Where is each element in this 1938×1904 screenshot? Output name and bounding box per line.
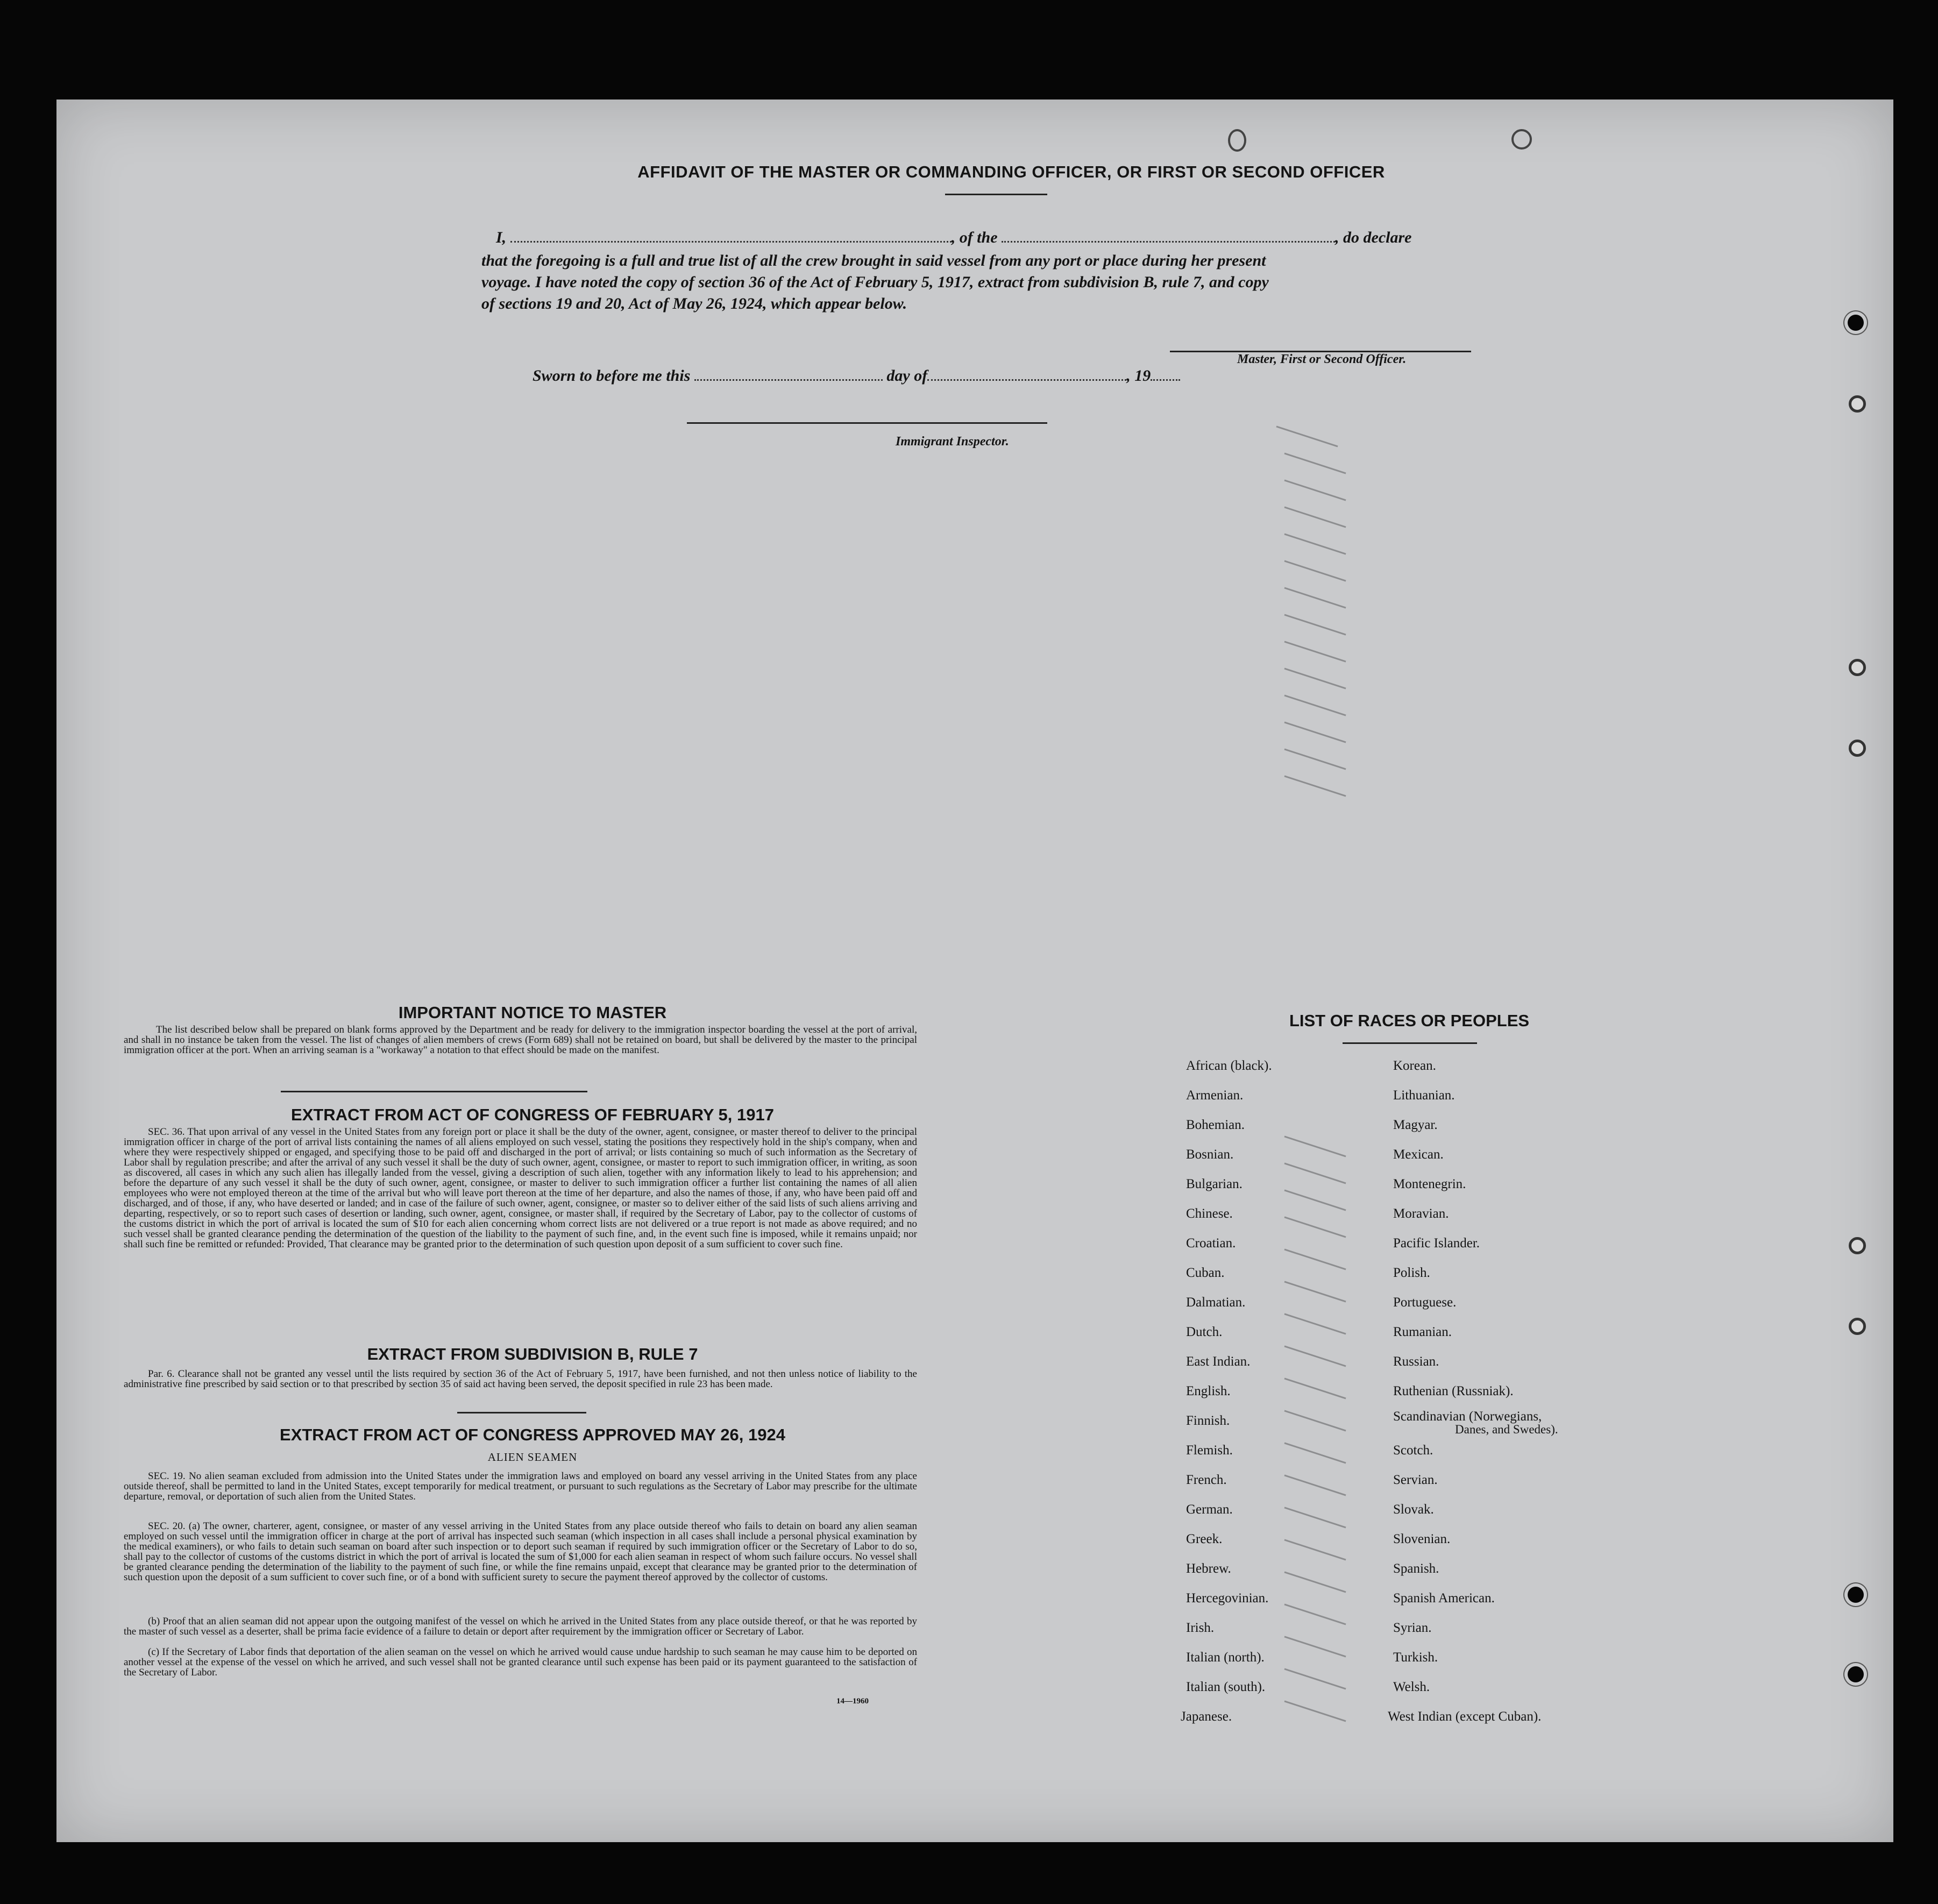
affidavit-title: AFFIDAVIT OF THE MASTER OR COMMANDING OFFICER, OR FIRST OR SECOND OFFICER — [637, 162, 1385, 181]
inspector-label: Immigrant Inspector. — [896, 435, 1009, 449]
race-right-item: Welsh. — [1393, 1680, 1430, 1694]
sworn-text: Sworn to before me this — [533, 367, 691, 385]
race-right-item: Montenegrin. — [1393, 1177, 1466, 1191]
notice-title: IMPORTANT NOTICE TO MASTER — [398, 1003, 667, 1022]
binder-hole — [1849, 740, 1866, 757]
extract-1924-title: EXTRACT FROM ACT OF CONGRESS APPROVED MAY 26, 1924 — [280, 1425, 785, 1444]
race-right-item: Lithuanian. — [1393, 1088, 1455, 1103]
extract-1917-body: SEC. 36. That upon arrival of any vessel in the United States from any foreign port or place it shall be the duty of the owner, agent, consignee, or master thereof to deliver to the principal immigration officer in charge of the port of arrival lists containing the names of all aliens employed on such vessel, stating the positions they respectively hold in the ship's company, when and where they were respectively shipped or engaged, and specifying those to be paid off and discharged in the port of arrival; or lists containing so much of such information as the Secretary of Labor shall by regulation prescribe; and after the arrival of any such vessel it shall be the duty of such owner, agent, consignee, or master to report to such immigration officer, in writing, as soon as discovered, all cases in which any such alien has illegally landed from the vessel, giving a description of such alien, together with any information likely to lead to his apprehension; and before the departure of any such vessel it shall be the duty of such owner, agent, consignee, or master to deliver to such immigration officer a further list containing the names of all alien employees who were not employed thereon at the time of the arrival but who will leave port thereon at the time of her departure, and also the names of those, if any, who have been paid off and discharged, and of those, if any, who have deserted or landed; and in case of the failure of such owner, agent, consignee, or master so to deliver either of the said lists of such aliens arriving and departing, respectively, or so to report such cases of desertion or landing, such owner, agent, consignee, or master shall, if required by the Secretary of Labor, pay to the collector of customs of the customs district in which the port of arrival is located the sum of $10 for each alien concerning whom correct lists are not delivered or a true report is not made as above required; and no such vessel shall be granted clearance pending the determination of the question of the liability to the payment of such fine, and, in the event such fine is imposed, while it remains unpaid; nor shall such fine be remitted or refunded: Provided, That clearance may be granted prior to the determination of such question upon deposit of a sum sufficient to cover such fine. — [124, 1126, 917, 1250]
race-left-item: Italian (north). — [1186, 1650, 1265, 1665]
race-left-item: Italian (south). — [1186, 1680, 1266, 1694]
race-right-item: Moravian. — [1393, 1206, 1449, 1221]
race-right-item: Turkish. — [1393, 1650, 1438, 1665]
race-right-item: Scotch. — [1393, 1443, 1433, 1458]
binder-hole — [1849, 659, 1866, 676]
race-left-item: Flemish. — [1186, 1443, 1233, 1458]
race-left-item: Hebrew. — [1186, 1561, 1231, 1576]
extract-rule7-body: Par. 6. Clearance shall not be granted any vessel until the lists required by section 36 of the Act of February 5, 1917, have been furnished, and not then unless notice of liability to the administrative fine prescribed by said section or to that prescribed by section 35 of said act having been served, the deposit specified in rule 23 has been made. — [124, 1368, 917, 1390]
race-right-item: Rumanian. — [1393, 1325, 1452, 1339]
race-left-item: Dutch. — [1186, 1325, 1223, 1339]
sworn-line — [533, 367, 1286, 385]
race-left-item: Bulgarian. — [1186, 1177, 1243, 1191]
race-left-item: Armenian. — [1186, 1088, 1244, 1103]
notice-body: The list described below shall be prepared on blank forms approved by the Department and be ready for delivery to the immigration inspector boarding the vessel at the port of arrival, and shall in no instance be taken from the vessel. The list of changes of alien members of crews (Form 689) shall not be retained on board, but shall be delivered by the master to the principal immigration officer at the port. When an arriving seaman is a "workaway" a notation to that effect should be made on the manifest. — [124, 1024, 917, 1056]
affidavit-line-2: that the foregoing is a full and true list of all the crew brought in said vessel from any port or place during her present — [481, 252, 1266, 269]
binder-hole — [1849, 1318, 1866, 1335]
race-right-item: Mexican. — [1393, 1147, 1444, 1162]
binder-hole — [1849, 395, 1866, 413]
binder-hole — [1848, 1587, 1864, 1603]
name-field[interactable] — [510, 240, 952, 243]
binder-hole — [1848, 1666, 1864, 1682]
year-prefix: , 19 — [1126, 367, 1151, 385]
race-left-item: Hercegovinian. — [1186, 1591, 1269, 1605]
race-right-item: Slovenian. — [1393, 1532, 1451, 1546]
affidavit-declaration-line — [496, 229, 1507, 247]
race-left-item: Finnish. — [1186, 1413, 1230, 1428]
extract-rule7-title: EXTRACT FROM SUBDIVISION B, RULE 7 — [367, 1345, 698, 1363]
race-left-item: English. — [1186, 1384, 1231, 1398]
divider — [1343, 1042, 1477, 1044]
race-right-item: Slovak. — [1393, 1502, 1434, 1517]
bleed-through-circle-2 — [1511, 129, 1532, 150]
sworn-month-field[interactable] — [927, 378, 1126, 381]
race-right-item: Danes, and Swedes). — [1455, 1423, 1558, 1436]
race-right-item: Scandinavian (Norwegians, — [1393, 1409, 1542, 1424]
day-of-text: day of — [886, 367, 928, 385]
inspector-signature-line[interactable] — [687, 422, 1047, 424]
sworn-year-field[interactable] — [1151, 378, 1180, 381]
race-left-item: Japanese. — [1181, 1709, 1232, 1724]
race-left-item: German. — [1186, 1502, 1233, 1517]
race-left-item: Bohemian. — [1186, 1118, 1245, 1132]
binder-hole — [1848, 315, 1864, 331]
race-left-item: Greek. — [1186, 1532, 1223, 1546]
extract-1924-sec20c: (c) If the Secretary of Labor finds that deportation of the alien seaman on the vessel on which he arrived would cause undue hardship to such seaman he may cause him to be deported on another vessel at the expense of the vessel on which he arrived, and such vessel shall not be granted clearance until such expense has been paid or its payment guaranteed to the satisfaction of the Secretary of Labor. — [124, 1646, 917, 1678]
binder-hole — [1849, 1237, 1866, 1254]
race-right-item: Korean. — [1393, 1058, 1436, 1073]
divider — [457, 1412, 586, 1413]
extract-1924-sec19: SEC. 19. No alien seaman excluded from admission into the United States under the immigration laws and employed on board any vessel arriving in the United States from any place outside thereof, shall be permitted to land in the United States, except temporarily for medical treatment, or pursuant to such regulations as the Secretary of Labor may prescribe for the ultimate departure, removal, or deportation of such alien from the United States. — [124, 1470, 917, 1502]
race-right-item: Pacific Islander. — [1393, 1236, 1480, 1251]
race-left-item: East Indian. — [1186, 1354, 1251, 1369]
race-right-item: Servian. — [1393, 1473, 1438, 1487]
race-right-item: Magyar. — [1393, 1118, 1438, 1132]
race-right-item: Spanish American. — [1393, 1591, 1495, 1605]
race-right-item: Russian. — [1393, 1354, 1439, 1369]
race-left-item: Irish. — [1186, 1621, 1215, 1635]
race-right-item: Portuguese. — [1393, 1295, 1457, 1310]
affidavit-line-3: voyage. I have noted the copy of section 36 of the Act of February 5, 1917, extract from subdivision B, rule 7, and copy — [481, 273, 1269, 291]
form-number: 14—1960 — [836, 1697, 869, 1706]
bleed-through-circle-1 — [1228, 129, 1246, 152]
extract-1924-sec20a: SEC. 20. (a) The owner, charterer, agent, consignee, or master of any vessel arriving in the United States from any place outside thereof who fails to detain on board any alien seaman employed on such vessel until the immigration officer in charge at the port of arrival has inspected such seaman (which inspection in all cases shall include a personal physical examination by the medical examiners), or who fails to detain such seaman on board after such inspection or to deport such seaman if required by such immigration officer or the Secretary of Labor to do so, shall pay to the collector of customs of the customs district in which the port of arrival is located the sum of $1,000 for each alien seaman in respect of whom such failure occurs. No vessel shall be granted clearance pending the determination of the liability to the payment of such fine, or while the fine remains unpaid, except that clearance may be granted prior to the determination of such question upon the deposit of a sum sufficient to cover such fine, or of a bond with sufficient surety to secure the payment thereof approved by the collector of customs. — [124, 1521, 917, 1583]
race-left-item: Bosnian. — [1186, 1147, 1234, 1162]
affidavit-line-4: of sections 19 and 20, Act of May 26, 1924, which appear below. — [481, 295, 907, 312]
race-right-item: Syrian. — [1393, 1621, 1432, 1635]
affidavit-do-declare: , do declare — [1335, 229, 1412, 246]
race-right-item: West Indian (except Cuban). — [1388, 1709, 1542, 1724]
divider — [281, 1091, 587, 1092]
divider — [945, 194, 1047, 195]
affidavit-of-the: , of the — [951, 229, 998, 246]
extract-1917-title: EXTRACT FROM ACT OF CONGRESS OF FEBRUARY 5, 1917 — [291, 1105, 774, 1124]
race-left-item: African (black). — [1186, 1058, 1272, 1073]
races-title: LIST OF RACES OR PEOPLES — [1289, 1011, 1530, 1030]
race-left-item: Cuban. — [1186, 1266, 1225, 1280]
affidavit-i: I, — [496, 229, 507, 246]
race-left-item: Dalmatian. — [1186, 1295, 1246, 1310]
race-right-item: Polish. — [1393, 1266, 1430, 1280]
race-left-item: Croatian. — [1186, 1236, 1236, 1251]
race-right-item: Ruthenian (Russniak). — [1393, 1384, 1514, 1398]
race-left-item: Chinese. — [1186, 1206, 1233, 1221]
vessel-field[interactable] — [1002, 240, 1335, 243]
extract-1924-sec20b: (b) Proof that an alien seaman did not appear upon the outgoing manifest of the vessel on which he arrived in the United States from any place outside thereof, or that he was reported by the master of such vessel as a deserter, shall be prima facie evidence of a failure to detain or deport after requirement by the immigration officer or Secretary of Labor. — [124, 1616, 917, 1637]
race-right-item: Spanish. — [1393, 1561, 1439, 1576]
master-signature-label: Master, First or Second Officer. — [1237, 352, 1407, 366]
sworn-day-field[interactable] — [694, 378, 883, 381]
extract-1924-subtitle: ALIEN SEAMEN — [487, 1451, 578, 1463]
race-left-item: French. — [1186, 1473, 1227, 1487]
